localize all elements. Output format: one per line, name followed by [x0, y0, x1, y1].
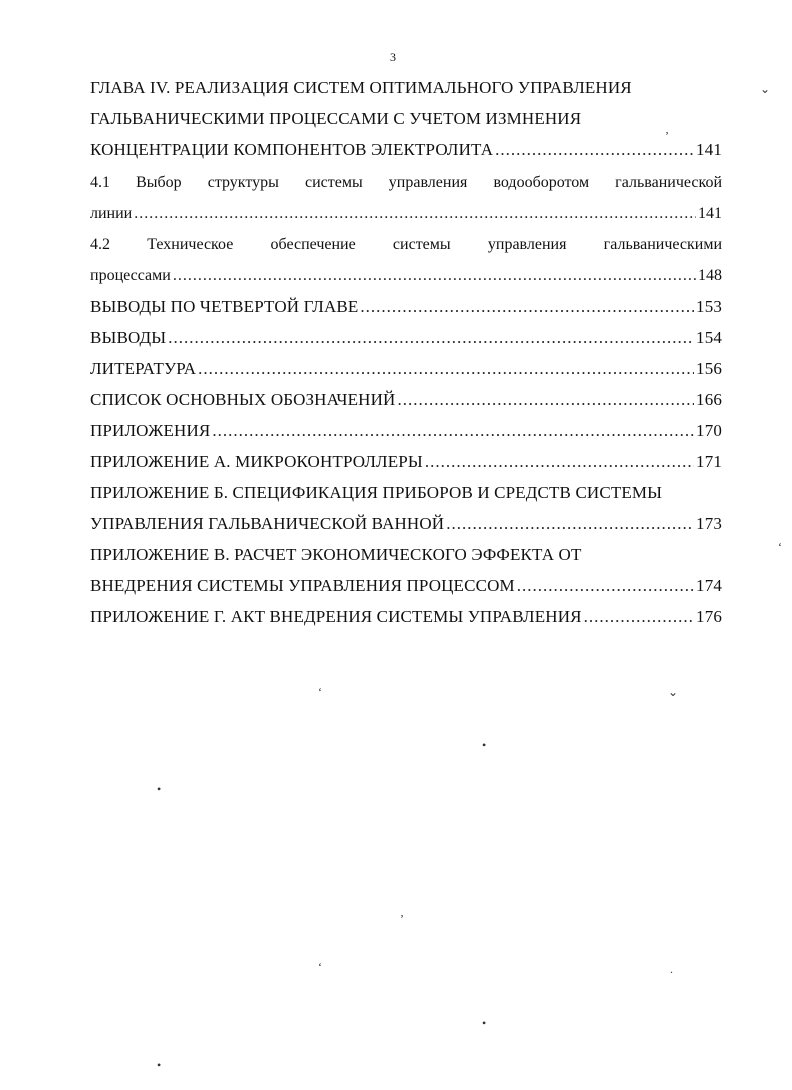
toc-entry-title: ВЫВОДЫ ПО ЧЕТВЕРТОЙ ГЛАВЕ	[90, 297, 359, 316]
scan-speck: ⌄	[760, 82, 771, 96]
toc-page-number: 170	[696, 421, 722, 440]
toc-word: управления	[487, 236, 567, 253]
toc-entry-literature[interactable]	[90, 353, 722, 384]
scan-speck: ‘	[318, 685, 322, 699]
toc-entry-title-part1: ПРИЛОЖЕНИЕ В. РАСЧЕТ ЭКОНОМИЧЕСКОГО ЭФФЕКТА ОТ	[90, 545, 582, 564]
toc-page-number: 166	[696, 390, 722, 409]
toc-chapter4-title-part3: КОНЦЕНТРАЦИИ КОМПОНЕНТОВ ЭЛЕКТРОЛИТА	[90, 140, 494, 159]
toc-page-number: 154	[696, 328, 722, 347]
toc-chapter4-title-part2: ГАЛЬВАНИЧЕСКИМИ ПРОЦЕССАМИ С УЧЕТОМ ИЗМНЕНИЯ	[90, 109, 582, 128]
toc-page-number: 173	[696, 514, 722, 533]
dot-leader	[397, 384, 694, 415]
toc-word: гальваническими	[603, 236, 722, 253]
toc-section-title: линии	[90, 205, 133, 222]
toc-section-4-2-line2[interactable]	[90, 260, 722, 291]
toc-entry-title-part2: ВНЕДРЕНИЯ СИСТЕМЫ УПРАВЛЕНИЯ ПРОЦЕССОМ	[90, 576, 515, 595]
toc-page-number: 141	[698, 205, 722, 222]
toc-entry-title: ЛИТЕРАТУРА	[90, 359, 197, 378]
dot-leader	[495, 134, 694, 165]
toc-page-number: 153	[696, 297, 722, 316]
toc-entry-appendices[interactable]	[90, 415, 722, 446]
toc-appendix-v-line1	[90, 539, 722, 570]
toc-entry-title: ПРИЛОЖЕНИЯ	[90, 421, 211, 440]
dot-leader	[517, 570, 694, 601]
toc-word: Техническое	[147, 236, 234, 253]
toc-entry-title-part1: ПРИЛОЖЕНИЕ Б. СПЕЦИФИКАЦИЯ ПРИБОРОВ И СРЕДСТВ СИСТЕМЫ	[90, 483, 663, 502]
scan-speck: •	[482, 1016, 487, 1030]
toc-entry-notation[interactable]	[90, 384, 722, 415]
toc-entry-appendix-g[interactable]	[90, 601, 722, 632]
dot-leader	[360, 291, 694, 322]
dot-leader	[212, 415, 694, 446]
toc-section-4-1-line1	[90, 167, 722, 198]
toc-page-number: 176	[696, 607, 722, 626]
toc-word: обеспечение	[270, 236, 356, 253]
toc-section-4-2-line1	[90, 229, 722, 260]
dot-leader	[446, 508, 694, 539]
toc-entry-title: ПРИЛОЖЕНИЕ Г. АКТ ВНЕДРЕНИЯ СИСТЕМЫ УПРАВЛЕНИЯ	[90, 607, 582, 626]
scan-speck: •	[157, 782, 162, 796]
page-number: 3	[390, 50, 396, 64]
scan-speck: ‚	[400, 905, 404, 919]
toc-word: структуры	[207, 174, 279, 191]
toc-page-number: 141	[696, 140, 722, 159]
toc-entry-title-part2: УПРАВЛЕНИЯ ГАЛЬВАНИЧЕСКОЙ ВАННОЙ	[90, 514, 445, 533]
toc-entry-conclusions[interactable]	[90, 322, 722, 353]
scan-speck: ‚	[665, 122, 669, 136]
toc-word: гальванической	[615, 174, 722, 191]
toc-appendix-b-line2[interactable]	[90, 508, 722, 539]
toc-word: водооборотом	[493, 174, 590, 191]
dot-leader	[168, 322, 694, 353]
toc-entry-title: СПИСОК ОСНОВНЫХ ОБОЗНАЧЕНИЙ	[90, 390, 396, 409]
toc-chapter4-line3[interactable]	[90, 134, 722, 165]
toc-word: системы	[392, 236, 451, 253]
toc-page-number: 174	[696, 576, 722, 595]
toc-appendix-b-line1	[90, 477, 722, 508]
dot-leader	[173, 260, 696, 291]
scan-speck: •	[482, 738, 487, 752]
scan-speck: •	[157, 1058, 162, 1072]
toc-section-number: 4.2	[90, 236, 110, 253]
scan-speck: ‘	[318, 960, 322, 974]
toc-chapter4-title-part1: ГЛАВА IV. РЕАЛИЗАЦИЯ СИСТЕМ ОПТИМАЛЬНОГО УПРАВЛЕНИЯ	[90, 78, 632, 97]
toc-entry-title: ВЫВОДЫ	[90, 328, 167, 347]
scan-speck: ‘	[778, 540, 782, 554]
toc-page-number: 171	[696, 452, 722, 471]
toc-section-number: 4.1	[90, 174, 110, 191]
dot-leader	[584, 601, 694, 632]
toc-section-4-1-line2[interactable]	[90, 198, 722, 229]
toc-appendix-v-line2[interactable]	[90, 570, 722, 601]
toc-entry-appendix-a[interactable]	[90, 446, 722, 477]
toc-word: системы	[304, 174, 363, 191]
toc-word: Выбор	[136, 174, 182, 191]
toc-word: управления	[388, 174, 468, 191]
toc-page-number: 148	[698, 267, 722, 284]
toc-entry-title: ПРИЛОЖЕНИЕ А. МИКРОКОНТРОЛЛЕРЫ	[90, 452, 423, 471]
dot-leader	[198, 353, 694, 384]
toc-chapter4-line1	[90, 72, 722, 103]
dot-leader	[134, 198, 696, 229]
toc-page-number: 156	[696, 359, 722, 378]
scan-speck: ⌄	[668, 685, 679, 699]
toc-entry-conclusions-chapter4[interactable]	[90, 291, 722, 322]
dot-leader	[425, 446, 694, 477]
toc-section-title: процессами	[90, 267, 171, 284]
toc-chapter4-line2	[90, 103, 722, 134]
scan-speck: .	[670, 962, 673, 976]
